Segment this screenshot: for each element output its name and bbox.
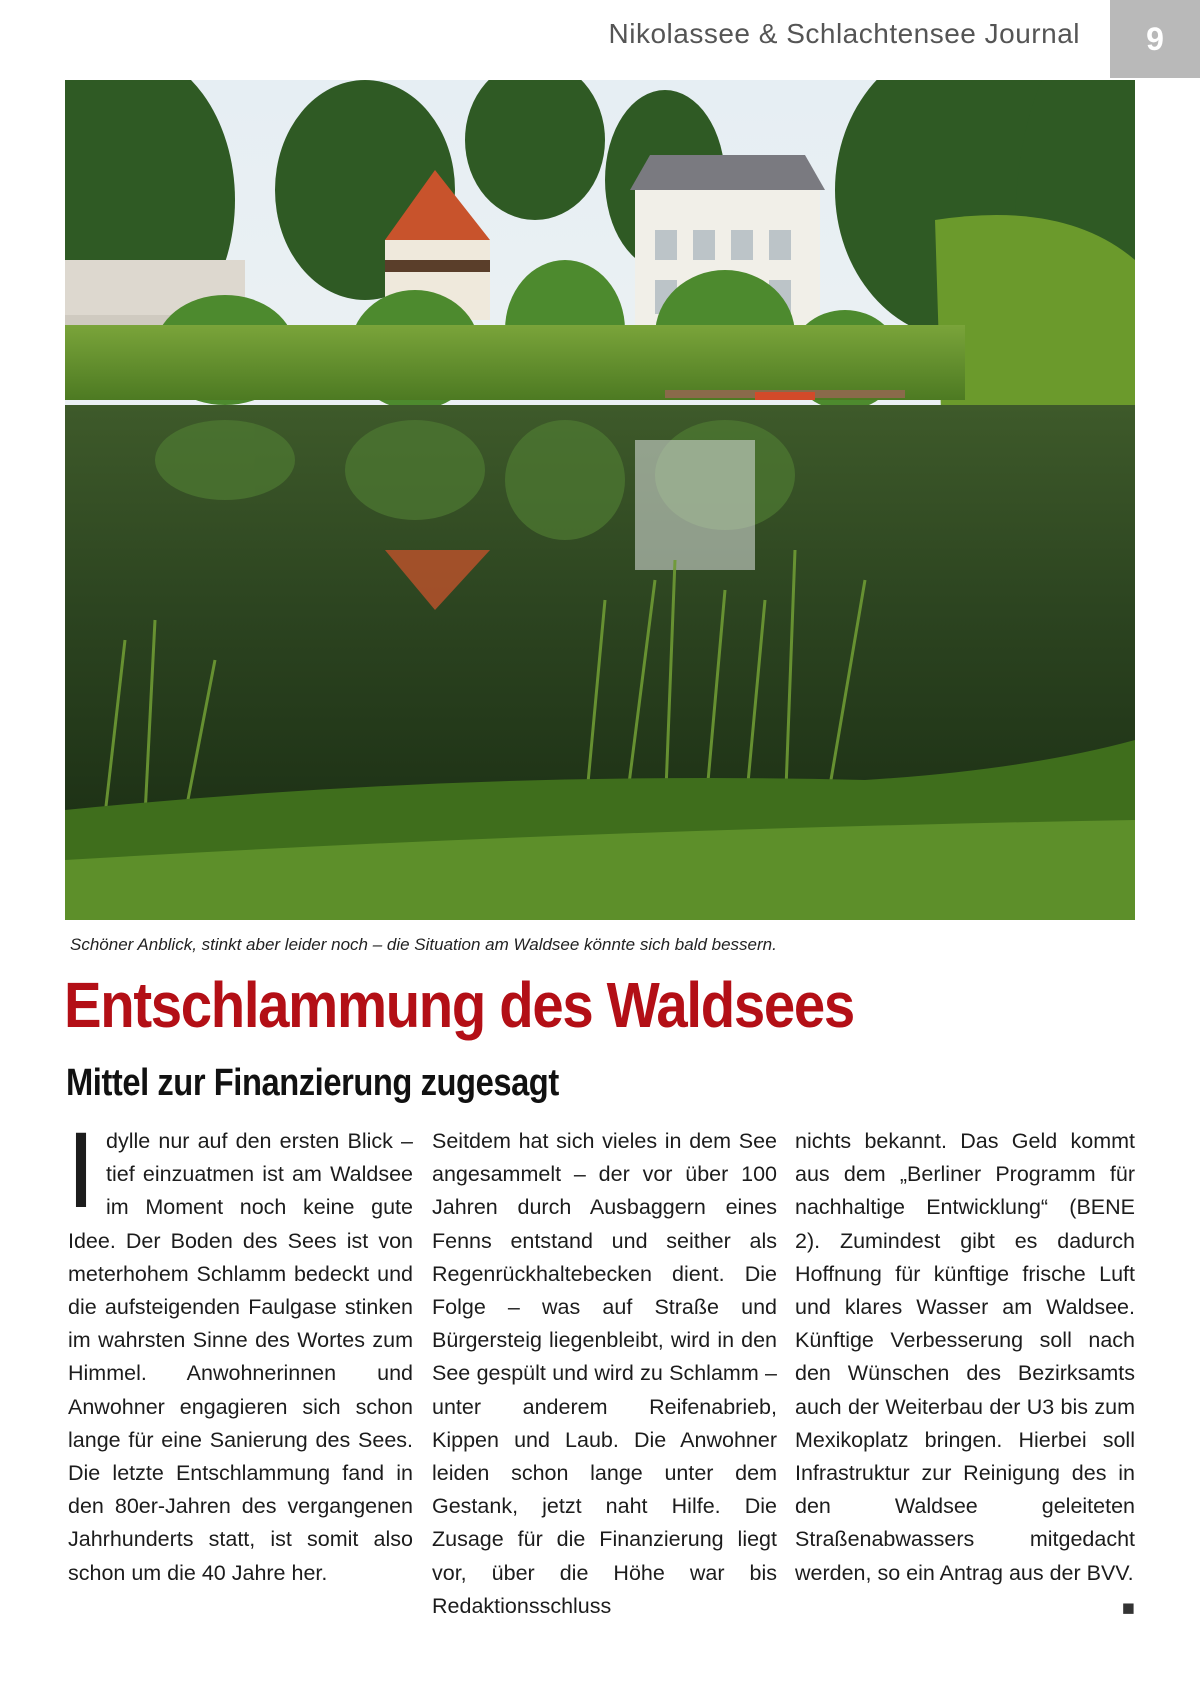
article-column-1 [66, 1109, 413, 1590]
column-2-text: Seitdem hat sich vieles in dem See angesammelt – der vor über 100 Jahren durch Ausbaggern eines Fenns entstand und seither als Regenrückhaltebecken dient. Die Folge – was auf Straße und Bürgersteig liegenbleibt, wird in den See gespült und wird zu Schlamm – unter anderem Reifenabrieb, Kippen und Laub. Die Anwohner leiden schon lange unter dem Gestank, jetzt naht Hilfe. Die Zusage für die Finanzierung liegt vor, über die Höhe war bis Redaktionsschluss [432, 1129, 777, 1618]
column-3-text: nichts bekannt. Das Geld kommt aus dem „Berliner Programm für nachhaltige Entwicklung“ (BENE 2). Zumindest gibt es dadurch Hoffnung für künftige frische Luft und klares Wasser am Waldsee. Künftige Verbesserung soll nach den Wünschen des Bezirksamts auch der Weiterbau der U3 bis zum Mexikoplatz bringen. Hierbei soll Infrastruktur zur Reinigung des in den Waldsee geleiteten Straßenabwassers mitgedacht werden, so ein Antrag aus der BVV. [795, 1129, 1135, 1585]
lake-photo [65, 80, 1135, 920]
photo-caption: Schöner Anblick, stinkt aber leider noch – die Situation am Waldsee könnte sich bald bessern. [70, 935, 777, 954]
column-1-text: dylle nur auf den ersten Blick – tief einzuatmen ist am Waldsee im Moment noch keine gute Idee. Der Boden des Sees ist von meterhohem Schlamm bedeckt und die aufsteigenden Faulgase stinken im wahrsten Sinne des Wortes zum Himmel. Anwohnerinnen und Anwohner engagieren sich schon lange für eine Sanierung des Sees. Die letzte Entschlammung fand in den 80er-Jahren des vergangenen Jahrhunderts statt, ist somit also schon um die 40 Jahre her. [68, 1129, 413, 1585]
article-subheadline: Mittel zur Finanzierung zugesagt [66, 1062, 559, 1104]
article-headline: Entschlammung des Waldsees [64, 969, 854, 1041]
dropcap: I [66, 1109, 97, 1230]
end-mark: ■ [1122, 1595, 1135, 1620]
article-column-2 [432, 1125, 777, 1623]
journal-title: Nikolassee & Schlachtensee Journal [608, 18, 1080, 49]
article-column-3 [795, 1125, 1135, 1625]
page-number: 9 [1110, 0, 1200, 78]
